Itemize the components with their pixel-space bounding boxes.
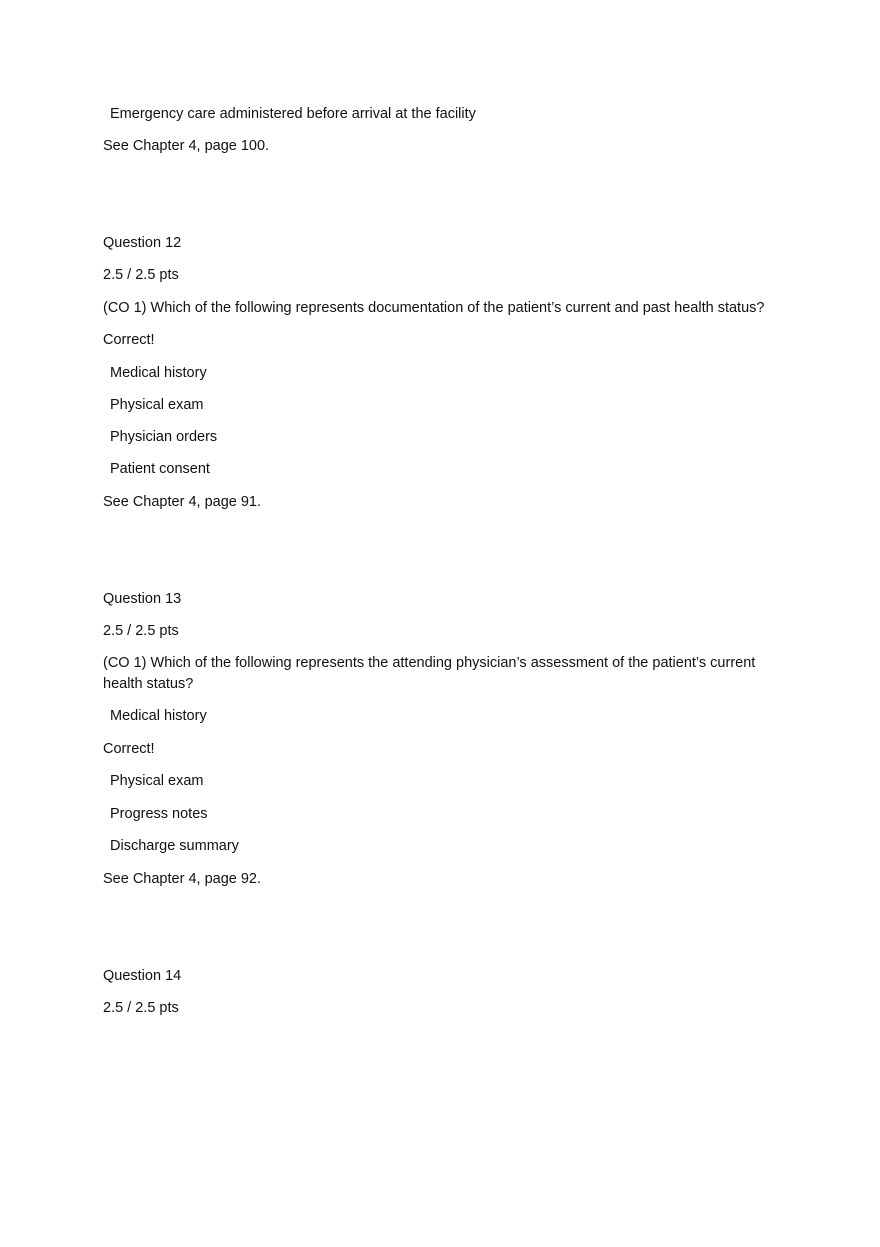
correct-label: Correct! [103, 332, 155, 348]
answer-option: Physician orders [110, 429, 218, 445]
question-score: 2.5 / 2.5 pts [103, 267, 179, 283]
answer-option: Medical history [110, 708, 207, 724]
answer-option: Patient consent [110, 461, 210, 477]
answer-option: Medical history [110, 365, 207, 381]
question-prompt: (CO 1) Which of the following represents the attending physician’s assessment of the patient’s current health status? [103, 655, 756, 692]
answer-option: Physical exam [110, 397, 204, 413]
correct-label: Correct! [103, 741, 155, 757]
question-score: 2.5 / 2.5 pts [103, 623, 179, 639]
answer-option: Physical exam [110, 773, 204, 789]
answer-option: Discharge summary [110, 838, 239, 854]
chapter-reference: See Chapter 4, page 92. [103, 871, 262, 887]
question-title: Question 13 [103, 591, 182, 607]
chapter-reference: See Chapter 4, page 91. [103, 494, 262, 510]
chapter-reference: See Chapter 4, page 100. [103, 138, 270, 154]
answer-option: Emergency care administered before arrival at the facility [110, 106, 476, 122]
question-prompt: (CO 1) Which of the following represents documentation of the patient’s current and past health status? [103, 300, 765, 316]
question-score: 2.5 / 2.5 pts [103, 1000, 179, 1016]
question-title: Question 12 [103, 235, 182, 251]
question-title: Question 14 [103, 968, 182, 984]
answer-option: Progress notes [110, 806, 208, 822]
